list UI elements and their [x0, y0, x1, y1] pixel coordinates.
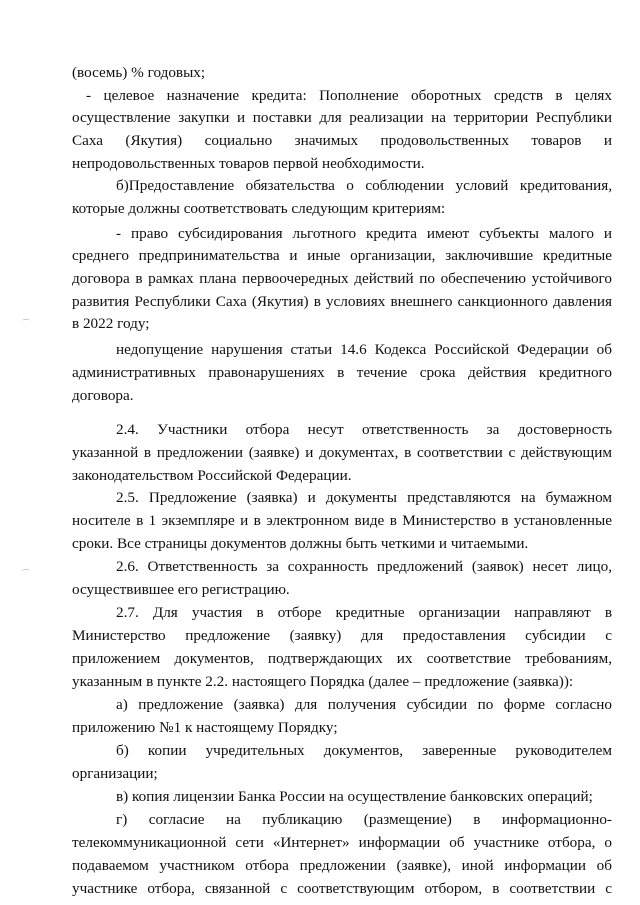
text-line: 2.5. Предложение (заявка) и документы представляются на бумажном [116, 489, 612, 506]
text-line: непродовольственных товаров первой необходимости. [72, 155, 425, 172]
text-line: 2.4. Участники отбора несут ответственность за достоверность [116, 421, 612, 438]
text-line: административных правонарушениях в течение срока действия кредитного [72, 364, 612, 381]
text-line: законодательством Российской Федерации. [72, 467, 352, 484]
text-line: договора. [72, 387, 134, 404]
text-line: - право субсидирования льготного кредита имеют субъекты малого и [116, 225, 612, 242]
text-line: Министерство предложение (заявку) для предоставления субсидии с [72, 627, 612, 644]
text-line: Саха (Якутия) социально значимых продовольственных товаров и [72, 132, 612, 149]
text-line: б)Предоставление обязательства о соблюдении условий кредитования, [116, 177, 612, 194]
text-line: участнике отбора, связанной с соответствующим отбором, в соответствии с [72, 880, 612, 897]
text-line: в) копия лицензии Банка России на осуществление банковских операций; [116, 788, 593, 805]
text-line: недопущение нарушения статьи 14.6 Кодекса Российской Федерации об [116, 341, 612, 358]
text-line: носителе в 1 экземпляре и в электронном виде в Министерство в установленные [72, 512, 612, 529]
text-line: б) копии учредительных документов, заверенные руководителем [116, 742, 612, 759]
text-line: договора в рамках плана первоочередных действий по обеспечению устойчивого [72, 270, 612, 287]
text-line: (восемь) % годовых; [72, 64, 206, 81]
text-line: телекоммуникационной сети «Интернет» информации об участнике отбора, о [72, 834, 612, 851]
text-line: г) согласие на публикацию (размещение) в информационно- [116, 811, 612, 828]
text-line: среднего предпринимательства и иные организации, заключившие кредитные [72, 247, 612, 264]
text-line: организации; [72, 765, 158, 782]
text-line: 2.7. Для участия в отборе кредитные организации направляют в [116, 604, 612, 621]
text-line: а) предложение (заявка) для получения субсидии по форме согласно [116, 696, 612, 713]
text-line: которые должны соответствовать следующим критериям: [72, 200, 446, 217]
text-line: в 2022 году; [72, 315, 150, 332]
text-line: подаваемом участником отбора предложении (заявке), иной информации об [72, 857, 612, 874]
scan-artifact: ⌒ [22, 569, 30, 578]
text-line: осуществившее его регистрацию. [72, 581, 290, 598]
text-line: 2.6. Ответственность за сохранность предложений (заявок) несет лицо, [116, 558, 612, 575]
text-line: указанным в пункте 2.2. настоящего Порядка (далее – предложение (заявка)): [72, 673, 574, 690]
text-line: - целевое назначение кредита: Пополнение оборотных средств в целях [86, 87, 612, 104]
scan-artifact: ⌒ [22, 319, 30, 328]
text-line: приложением документов, подтверждающих их соответствие требованиям, [72, 650, 612, 667]
text-line: развития Республики Саха (Якутия) в условиях внешнего санкционного давления [72, 293, 612, 310]
text-line: осуществление закупки и поставки для реализации на территории Республики [72, 109, 612, 126]
text-line: указанной в предложении (заявке) и документах, в соответствии с действующим [72, 444, 612, 461]
text-line: сроки. Все страницы документов должны быть четкими и читаемыми. [72, 535, 529, 552]
text-line: приложению №1 к настоящему Порядку; [72, 719, 338, 736]
